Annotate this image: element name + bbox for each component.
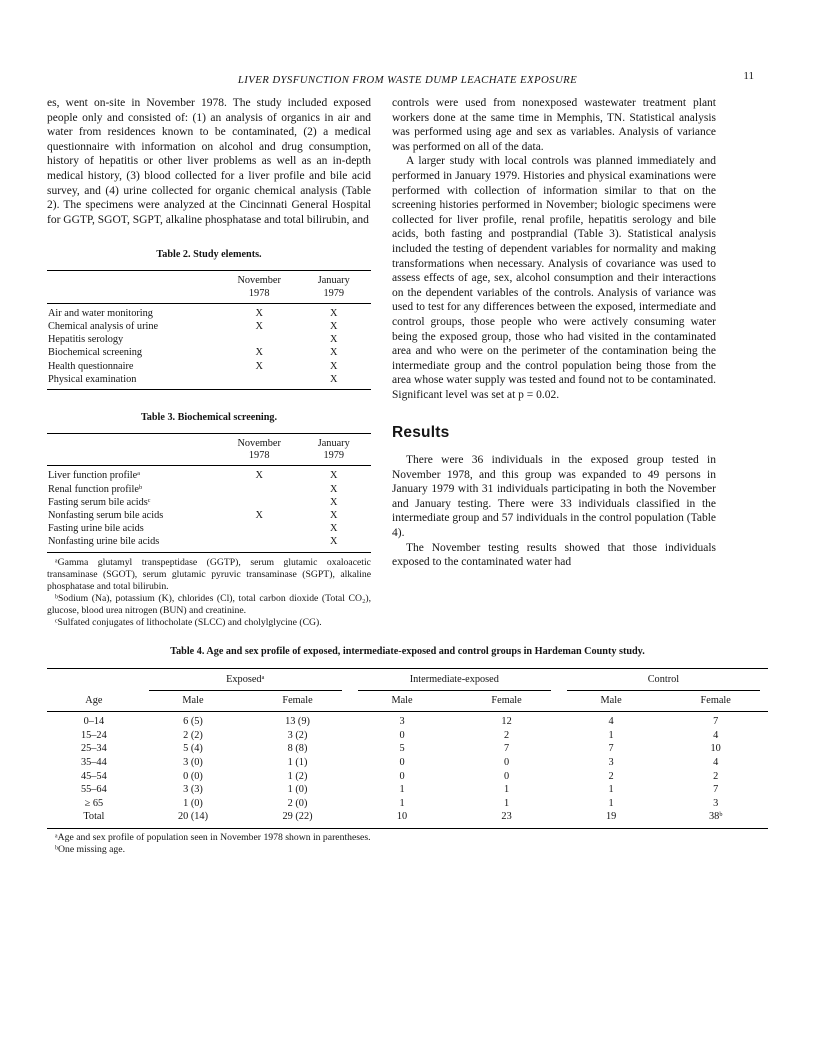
table-row	[47, 466, 371, 483]
body-paragraph: es, went on-site in November 1978. The study included exposed people only and consisted of: (1) an analysis of organics in air and water from residences known to be contaminated, (2) a medical questionnaire with information on alcohol and drug consumption, history of hepatitis or other liver problems as well as an in-depth medical history, (3) blood collected for a liver profile and bile acid survey, and (4) urine collected for organic chemical analysis (Table 2). The specimens were analyzed at the Cincinnati General Hospital for GGTP, SGOT, SGPT, alkaline phosphatase and total bilirubin, and	[47, 97, 371, 226]
table-cell	[222, 333, 297, 346]
table-cell: 1	[504, 797, 510, 809]
table-cell: 2	[713, 770, 719, 782]
table-cell: 55–64	[80, 784, 107, 796]
table-cell: X	[255, 509, 263, 521]
table-cell: 19	[605, 811, 617, 823]
table-cell: 6 (5)	[183, 716, 203, 728]
table-cell: 1 (1)	[287, 756, 308, 768]
body-paragraph: There were 36 individuals in the exposed group tested in November 1978, and this group was expanded to 49 persons in January 1979 with 31 individuals participating in both the November and January testing. There were 33 individuals classified in the intermediate group and 57 individuals in the control population (Table 4).	[392, 454, 716, 540]
table-cell: Chemical analysis of urine	[48, 320, 159, 332]
table-row	[47, 797, 768, 811]
table-cell: 5	[399, 743, 405, 755]
table-cell: X	[330, 470, 338, 482]
table-cell: 3 (0)	[183, 756, 203, 768]
table-row	[47, 303, 371, 320]
table-cell: 38ᵇ	[708, 811, 723, 823]
group-header-label: Exposedᵃ	[149, 674, 342, 691]
table4-group-header-row	[47, 669, 768, 691]
table-row	[47, 509, 371, 522]
table-cell: X	[330, 360, 338, 372]
column-header-line: January	[317, 437, 350, 449]
table-cell: 0–14	[83, 716, 105, 728]
table3	[47, 433, 371, 553]
table-cell: 0	[504, 756, 510, 768]
table-row	[47, 742, 768, 756]
table-cell: 2	[608, 770, 614, 782]
column-header: Female	[663, 691, 768, 712]
table-cell: 1	[399, 784, 405, 796]
table-cell: 5 (4)	[183, 743, 203, 755]
column-header-line: 1978	[248, 287, 270, 299]
table-row	[47, 712, 768, 729]
table3-header-row	[47, 433, 371, 465]
column-header	[296, 271, 371, 303]
footnote: ᶜSulfated conjugates of lithocholate (SLCC) and cholylglycine (CG).	[55, 617, 322, 629]
table-cell: 1 (0)	[287, 784, 308, 796]
column-header-line: November	[237, 437, 281, 449]
table-cell: 2 (2)	[183, 729, 203, 741]
table-cell: Renal function profileᵇ	[48, 483, 143, 495]
table-cell: X	[255, 347, 263, 359]
footnote: ᵇSodium (Na), potassium (K), chlorides (Cl), total carbon dioxide (Total CO₂), glucose, blood urea nitrogen (BUN) and creatinine.	[47, 592, 371, 616]
table-cell: X	[330, 496, 338, 508]
table-cell: X	[330, 509, 338, 521]
table-cell: Nonfasting serum bile acids	[48, 509, 164, 521]
table-cell	[222, 535, 297, 552]
table-row	[47, 535, 371, 552]
table-cell	[222, 496, 297, 509]
body-paragraph: The November testing results showed that those individuals exposed to the contaminated water had	[392, 541, 716, 569]
table4-footnotes	[47, 832, 768, 857]
table2-block	[47, 248, 371, 390]
body-paragraph: controls were used from nonexposed wastewater treatment plant workers done at the same time in Memphis, TN. Statistical analysis was performed using age and sex as variables. Analysis of variance was performed on all of the data.	[392, 97, 716, 153]
table-stub-header	[47, 433, 222, 465]
table-row	[47, 810, 768, 828]
table-cell	[222, 483, 297, 496]
table-cell: 1	[504, 784, 510, 796]
table-cell: 25–34	[80, 743, 107, 755]
right-column	[392, 96, 716, 629]
table-cell: 0	[504, 770, 510, 782]
table4-subheader-row	[47, 691, 768, 712]
column-header-line: 1978	[248, 450, 270, 462]
column-header-line: 1979	[323, 450, 345, 462]
column-header	[222, 271, 297, 303]
table-cell: X	[330, 536, 338, 548]
table-row	[47, 522, 371, 535]
footnote: ᵃGamma glutamyl transpeptidase (GGTP), serum glutamic oxaloacetic transaminase (SGOT), serum glutamic pyruvic transaminase (SGPT), alkaline phosphatase and total bilirubin.	[47, 556, 371, 592]
table-cell: Physical examination	[48, 373, 137, 385]
table-cell: 35–44	[80, 756, 107, 768]
table-cell: 4	[608, 716, 614, 728]
table-cell: 10	[396, 811, 408, 823]
table-cell: 1	[608, 797, 614, 809]
column-header: Age	[47, 691, 141, 712]
table-row	[47, 373, 371, 390]
table-row	[47, 756, 768, 770]
group-header-label: Control	[567, 674, 760, 691]
column-header: Female	[454, 691, 559, 712]
table-cell: 4	[713, 756, 719, 768]
column-header	[222, 433, 297, 465]
table-cell: X	[330, 483, 338, 495]
table-cell: 2	[504, 729, 510, 741]
table-cell: 12	[501, 716, 512, 728]
table-cell: 0	[399, 729, 405, 741]
table2-header-row	[47, 271, 371, 303]
table2	[47, 270, 371, 390]
table-cell: 7	[608, 743, 614, 755]
left-column	[47, 96, 371, 629]
table-row	[47, 483, 371, 496]
column-header: Female	[245, 691, 350, 712]
table-cell: Liver function profileᵃ	[48, 470, 141, 482]
table-cell: Total	[83, 811, 105, 823]
table-cell: X	[255, 470, 263, 482]
table-cell: Fasting serum bile acidsᶜ	[48, 496, 151, 508]
table-row	[47, 496, 371, 509]
footnote: ᵇOne missing age.	[55, 844, 125, 856]
table-cell: X	[330, 307, 338, 319]
table-cell	[222, 373, 297, 390]
table-cell: 3	[399, 716, 405, 728]
table-cell: Hepatitis serology	[48, 334, 124, 346]
table-cell: 29 (22)	[282, 811, 313, 823]
column-header-line: January	[317, 275, 350, 287]
table-cell: 1	[608, 784, 614, 796]
table-cell: 20 (14)	[177, 811, 208, 823]
table-cell: 45–54	[80, 770, 107, 782]
table4-caption: Table 4. Age and sex profile of exposed, intermediate-exposed and control groups in Hardeman County study.	[170, 646, 645, 658]
group-header-label: Intermediate-exposed	[358, 674, 551, 691]
table-cell: X	[255, 360, 263, 372]
table-cell: 0 (0)	[183, 770, 203, 782]
table-cell: 3	[608, 756, 614, 768]
table-cell: 1	[608, 729, 614, 741]
table-cell: X	[330, 334, 338, 346]
table-cell: 3 (2)	[287, 729, 308, 741]
table-cell: 10	[710, 743, 721, 755]
table-row	[47, 783, 768, 797]
table-row	[47, 333, 371, 346]
table-cell: 0	[399, 756, 405, 768]
column-header-line: 1979	[323, 287, 345, 299]
column-header-line: November	[237, 275, 281, 287]
table2-caption: Table 2. Study elements.	[156, 249, 262, 261]
table3-footnotes	[47, 557, 371, 630]
table3-block	[47, 411, 371, 629]
table-row	[47, 729, 768, 743]
column-header: Male	[350, 691, 455, 712]
column-header	[296, 433, 371, 465]
group-header	[350, 669, 559, 691]
table-cell: 0	[399, 770, 405, 782]
table-stub-header	[47, 669, 141, 691]
table-cell: 1 (0)	[183, 797, 203, 809]
footnote: ᵃAge and sex profile of population seen in November 1978 shown in parentheses.	[55, 831, 371, 843]
table4	[47, 668, 768, 829]
table-cell: Fasting urine bile acids	[48, 523, 144, 535]
table-cell: X	[255, 320, 263, 332]
table-row	[47, 770, 768, 784]
table-cell: 15–24	[80, 729, 107, 741]
table-cell: 3 (3)	[183, 784, 203, 796]
table-row	[47, 360, 371, 373]
table-cell: 8 (8)	[287, 743, 308, 755]
group-header	[559, 669, 768, 691]
table-cell: 7	[713, 716, 719, 728]
running-head-row	[47, 70, 768, 84]
table-row	[47, 320, 371, 333]
table-cell: X	[330, 320, 338, 332]
table-cell: X	[255, 307, 263, 319]
table-cell: 3	[713, 797, 719, 809]
table-cell: 13 (9)	[285, 716, 310, 728]
table-cell: 23	[501, 811, 512, 823]
table-cell: 7	[713, 784, 719, 796]
table-cell: 4	[713, 729, 719, 741]
table4-block	[47, 645, 768, 857]
table-cell: 1 (2)	[287, 770, 308, 782]
table-cell: X	[330, 373, 338, 385]
page-number: 11	[743, 70, 754, 82]
body-paragraph: A larger study with local controls was planned immediately and performed in January 1979. Histories and physical examinations were performed with collection of information similar to that on the screening histories performed in November; biologic specimens were collected for liver profile, renal profile, hepatitis serology and bile acids, both fasting and postprandial (Table 3). Statistical analysis included the testing of dependent variables for normality and making transformations when necessary. Analysis of covariance was used to assess effects of age, sex, alcohol consumption and their interactions on the dependent variables of the controls. Analysis of variance was used to test for any differences between the exposed, intermediate and control groups, those people who were actively consuming water being the exposed group, those who had visited in the contaminated area and who were on the perimeter of the contamination being the intermediate group and the control population being those from the area whose water supply was tested and found not to be contaminated. Significant level was set at p = 0.02.	[392, 155, 716, 401]
table-cell: 1	[399, 797, 405, 809]
group-header	[141, 669, 350, 691]
table-cell: X	[330, 347, 338, 359]
column-header: Male	[141, 691, 246, 712]
table3-caption: Table 3. Biochemical screening.	[140, 411, 278, 423]
table-cell: X	[330, 523, 338, 535]
table-cell: Health questionnaire	[48, 360, 134, 372]
table-cell: 7	[504, 743, 510, 755]
table-cell: Nonfasting urine bile acids	[48, 536, 160, 548]
table-cell	[222, 522, 297, 535]
table-cell: Biochemical screening	[48, 347, 143, 359]
table-stub-header	[47, 271, 222, 303]
running-head: LIVER DYSFUNCTION FROM WASTE DUMP LEACHATE EXPOSURE	[237, 74, 578, 86]
table-row	[47, 346, 371, 359]
results-heading: Results	[392, 424, 450, 442]
table-cell: Air and water monitoring	[48, 307, 153, 319]
table-cell: 2 (0)	[287, 797, 308, 809]
column-header: Male	[559, 691, 664, 712]
two-column-body	[47, 96, 768, 629]
table-cell: ≥ 65	[84, 797, 104, 809]
